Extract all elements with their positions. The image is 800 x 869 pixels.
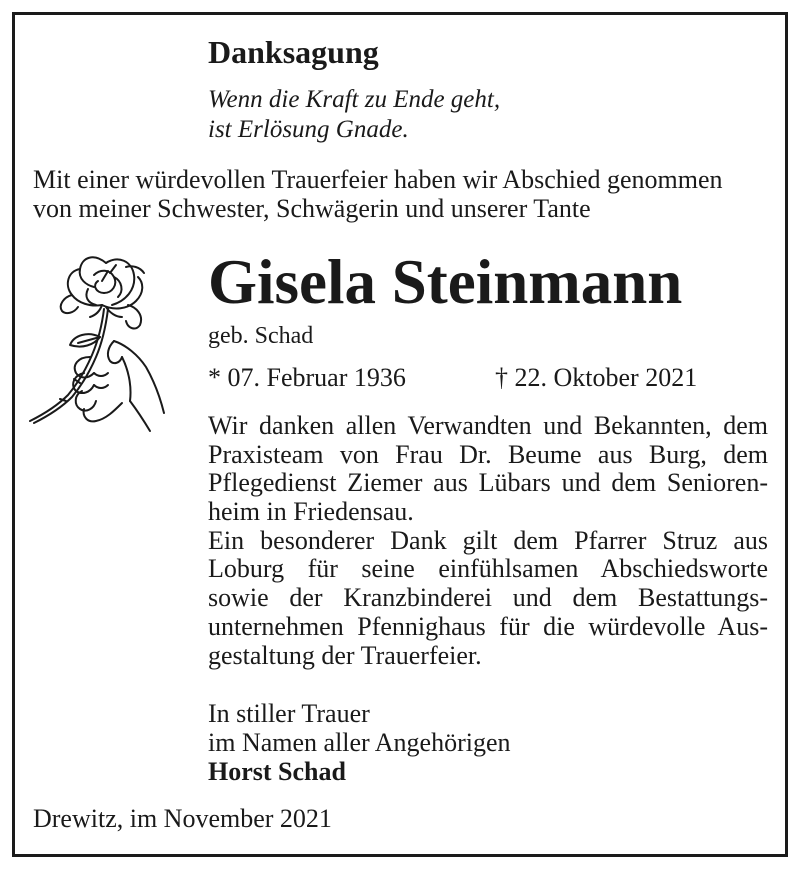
thanks-line: sowie der Kranzbinderei und dem Bestattungs-: [208, 583, 768, 613]
thanks-line: Praxisteam von Frau Dr. Beume aus Burg, dem: [208, 439, 768, 469]
birth-date: * 07. Februar 1936: [208, 363, 406, 392]
deceased-name: Gisela Steinmann: [208, 247, 683, 317]
intro-line-1: Mit einer würdevollen Trauerfeier haben wir Abschied genommen: [33, 165, 723, 194]
intro-line-2: von meiner Schwester, Schwägerin und unserer Tante: [33, 194, 591, 223]
thanks-line: unternehmen Pfennighaus für die würdevolle Aus-: [208, 611, 768, 641]
thanks-line: heim in Friedensau.: [208, 497, 414, 527]
motto-line-1: Wenn die Kraft zu Ende geht,: [208, 86, 501, 113]
closing-line-1: In stiller Trauer: [208, 699, 370, 728]
thanks-line: Pflegedienst Ziemer aus Lübars und dem Senioren-: [208, 468, 768, 498]
notice-heading: Danksagung: [208, 34, 379, 70]
thanks-paragraph: [208, 412, 768, 670]
death-date: † 22. Oktober 2021: [495, 363, 698, 392]
rose-in-hand-icon: [18, 245, 178, 435]
thanks-line: Wir danken allen Verwandten und Bekannten, dem: [208, 411, 768, 440]
closing-line-2: im Namen aller Angehörigen: [208, 728, 511, 757]
place-and-date: Drewitz, im November 2021: [33, 804, 332, 833]
thanks-line: gestaltung der Trauerfeier.: [208, 640, 482, 670]
maiden-name: geb. Schad: [208, 323, 314, 349]
thanks-line: Loburg für seine einfühlsamen Abschiedsworte: [208, 554, 768, 584]
signer-name: Horst Schad: [208, 757, 346, 786]
motto-line-2: ist Erlösung Gnade.: [208, 116, 409, 143]
thanks-line: Ein besonderer Dank gilt dem Pfarrer Struz aus: [208, 525, 768, 555]
